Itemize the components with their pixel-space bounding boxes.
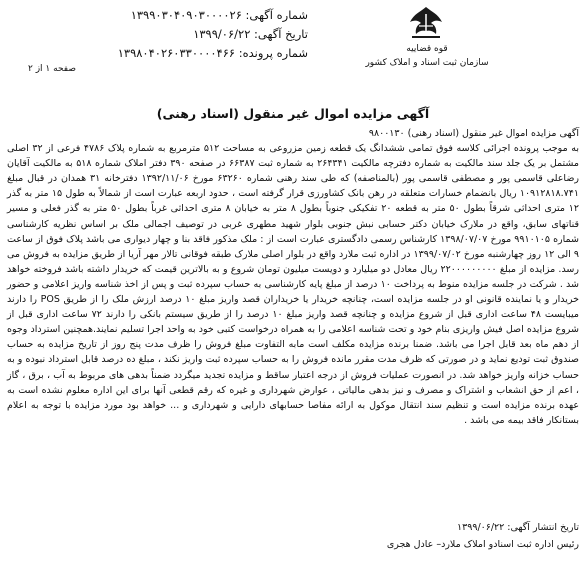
notice-body xyxy=(7,126,579,428)
organization-sub-name: سازمان ثبت اسناد و املاک کشور xyxy=(365,58,489,68)
notice-title: آگهی مزایده اموال غیر منقول (اسناد رهنی) xyxy=(156,106,430,121)
notice-number: شماره آگهی: ۱۳۹۹۰۳۰۴۰۹۰۳۰۰۰۰۲۶ xyxy=(130,8,308,22)
notice-meta xyxy=(8,6,308,63)
notice-text: به موجب پرونده اجرائی کلاسه فوق تمامی ششدانگ یک قطعه زمین مزروعی به مساحت ۵۱۲ مترمربع به شماره پلاک ۴۷۸۶ فرعی از ۳۲ اصلی مشتمل بر یک جلد سند مالکیت به شماره دفترچه مالکیت ۲۶۴۳۴۱ به شماره ثبت ۶۶۳۸۷ در صفحه ۳۹۰ دفتر املاک شماره ۵۱۸ به مالکیت آقایان رضاعلی قاسمی پور و مصطفی قاسمی پور (بالمناصفه) که طی سند رهنی شماره ۶۳۲۶۰ مورخ ۱۳۹۲/۱۱/۰۶ دفترخانه ۳۱ همدان در قبال مبلغ ۱۰۹۱۲۸۱۸.۷۴۱ ریال بانضمام خسارات متعلقه در رهن بانک کشاورزی قرار گرفته است ، حدود اربعه عبارت است از شمالاً به طول ۱۵ متر به گذر ۱۲ متری احداثی شرقاً بطول ۵۰ متر به قطعه ۲۰ تفکیکی جنوباً بطول ۸ متر به خیابان ۸ متری احداثی غرباً بطول ۵۰ متر به گذر فعلی و مسیر قناتهای سابق، واقع در ملارک خیابان دکتر حسابی نبش جنوبی بلوار شهید مطهری غربی در توصیف اجمالی ملک بر اساس نظریه کارشناسی شماره ۹۹۱۰۱۰۵ مورخ ۱۳۹۸/۰۷/۰۷ کارشناس رسمی دادگستری عبارت است از : ملک مذکور فاقد بنا و چهار دیواری می باشد پلاک فوق از ساعت ۹ الی ۱۲ روز چهارشنبه مورخ ۱۳۹۹/۰۷/۰۲ در اداره ثبت ملارد واقع در بلوار اصلی ملارک طبقه فوقانی تالار مهر آریا از طریق مزایده به فروش می رسد. مزایده از مبلغ ۲۲۰۰۰۰۰۰۰۰۰ ریال معادل دو میلیارد و دویست میلیون تومان شروع و به بالاترین قیمت که خریدار داشته باشد فروخته خواهد شد . شرکت در جلسه مزایده منوط به پرداخت ۱۰ درصد از مبلغ پایه کارشناسی به حساب سپرده ثبت و پس از اخذ شناسه واریز اعلامی و حضور خریدار و یا نماینده قانونی او در جلسه مزایده است، چنانچه خریدار یا خریداران قصد واریز مبلغ ۱۰ درصد ارزش ملک را از طریق POS را دارند میبایست ۴۸ ساعت اداری قبل از شروع مزایده و چنانچه قصد واریز مبلغ ۱۰ درصد را از طریق سیستم بانکی را دارند ۷۲ ساعت اداری قبل از شروع مزایده اصل فیش واریزی بنام خود و تحت شناسه اعلامی را به همراه درخواست کتبی خود به واحد اجرا تسلیم نمایند.همچنین استرداد وجوه از دهم ماه بعد قابل اجرا می باشد. ضمنا برنده مزایده مکلف است مابه التفاوت مبلغ فروش را ظرف مدت پنج روز از تاریخ مزایده به حساب صندوق ثبت تودیع نماید و در صورتی که ظرف مدت مقرر مانده فروش را به حساب سپرده ثبت واریز نکند ، مبلغ ده درصد قابل استرداد نبوده و به حساب خزانه واریز خواهد شد. در انصورت عملیات فروش از درجه اعتبار ساقط و مزایده تجدید میگردد ضمناً بدهی های مربوط به آب ، برق ، گاز ، اعم از حق انشعاب و اشتراک و مصرف و نیز بدهی مالیاتی ، عوارض شهرداری و غیره که رقم قطعی آنها برای این اداره معلوم نشده است به عهده برنده مزایده است و تنظیم سند انتقال موکول به ارائه مفاصا حسابهای دارایی و شهرداری و ... خواهد بود مورد مزایده با توجه به اعلام بستانکار فاقد بیمه می باشد . xyxy=(7,143,580,426)
judiciary-emblem-icon xyxy=(404,4,448,42)
publish-date: تاریخ انتشار آگهی: ۱۳۹۹/۰۶/۲۲ xyxy=(457,522,579,533)
notice-date: تاریخ آگهی: ۱۳۹۹/۰۶/۲۲ xyxy=(193,27,308,41)
page-number: صفحه ۱ از ۲ xyxy=(28,64,76,74)
file-number: شماره پرونده: ۱۳۹۸۰۴۰۲۶۰۳۳۰۰۰۰۴۶۶ xyxy=(117,46,308,60)
organization-name: قوه قضاییه xyxy=(406,44,448,54)
notice-intro: آگهی مزایده اموال غیر منقول (اسناد رهنی) ۹۸۰۰۱۳۰ xyxy=(368,128,579,139)
signature: رئیس اداره ثبت اسنادو املاک ملارد– عادل هجری xyxy=(386,539,579,550)
notice-footer xyxy=(7,519,579,553)
